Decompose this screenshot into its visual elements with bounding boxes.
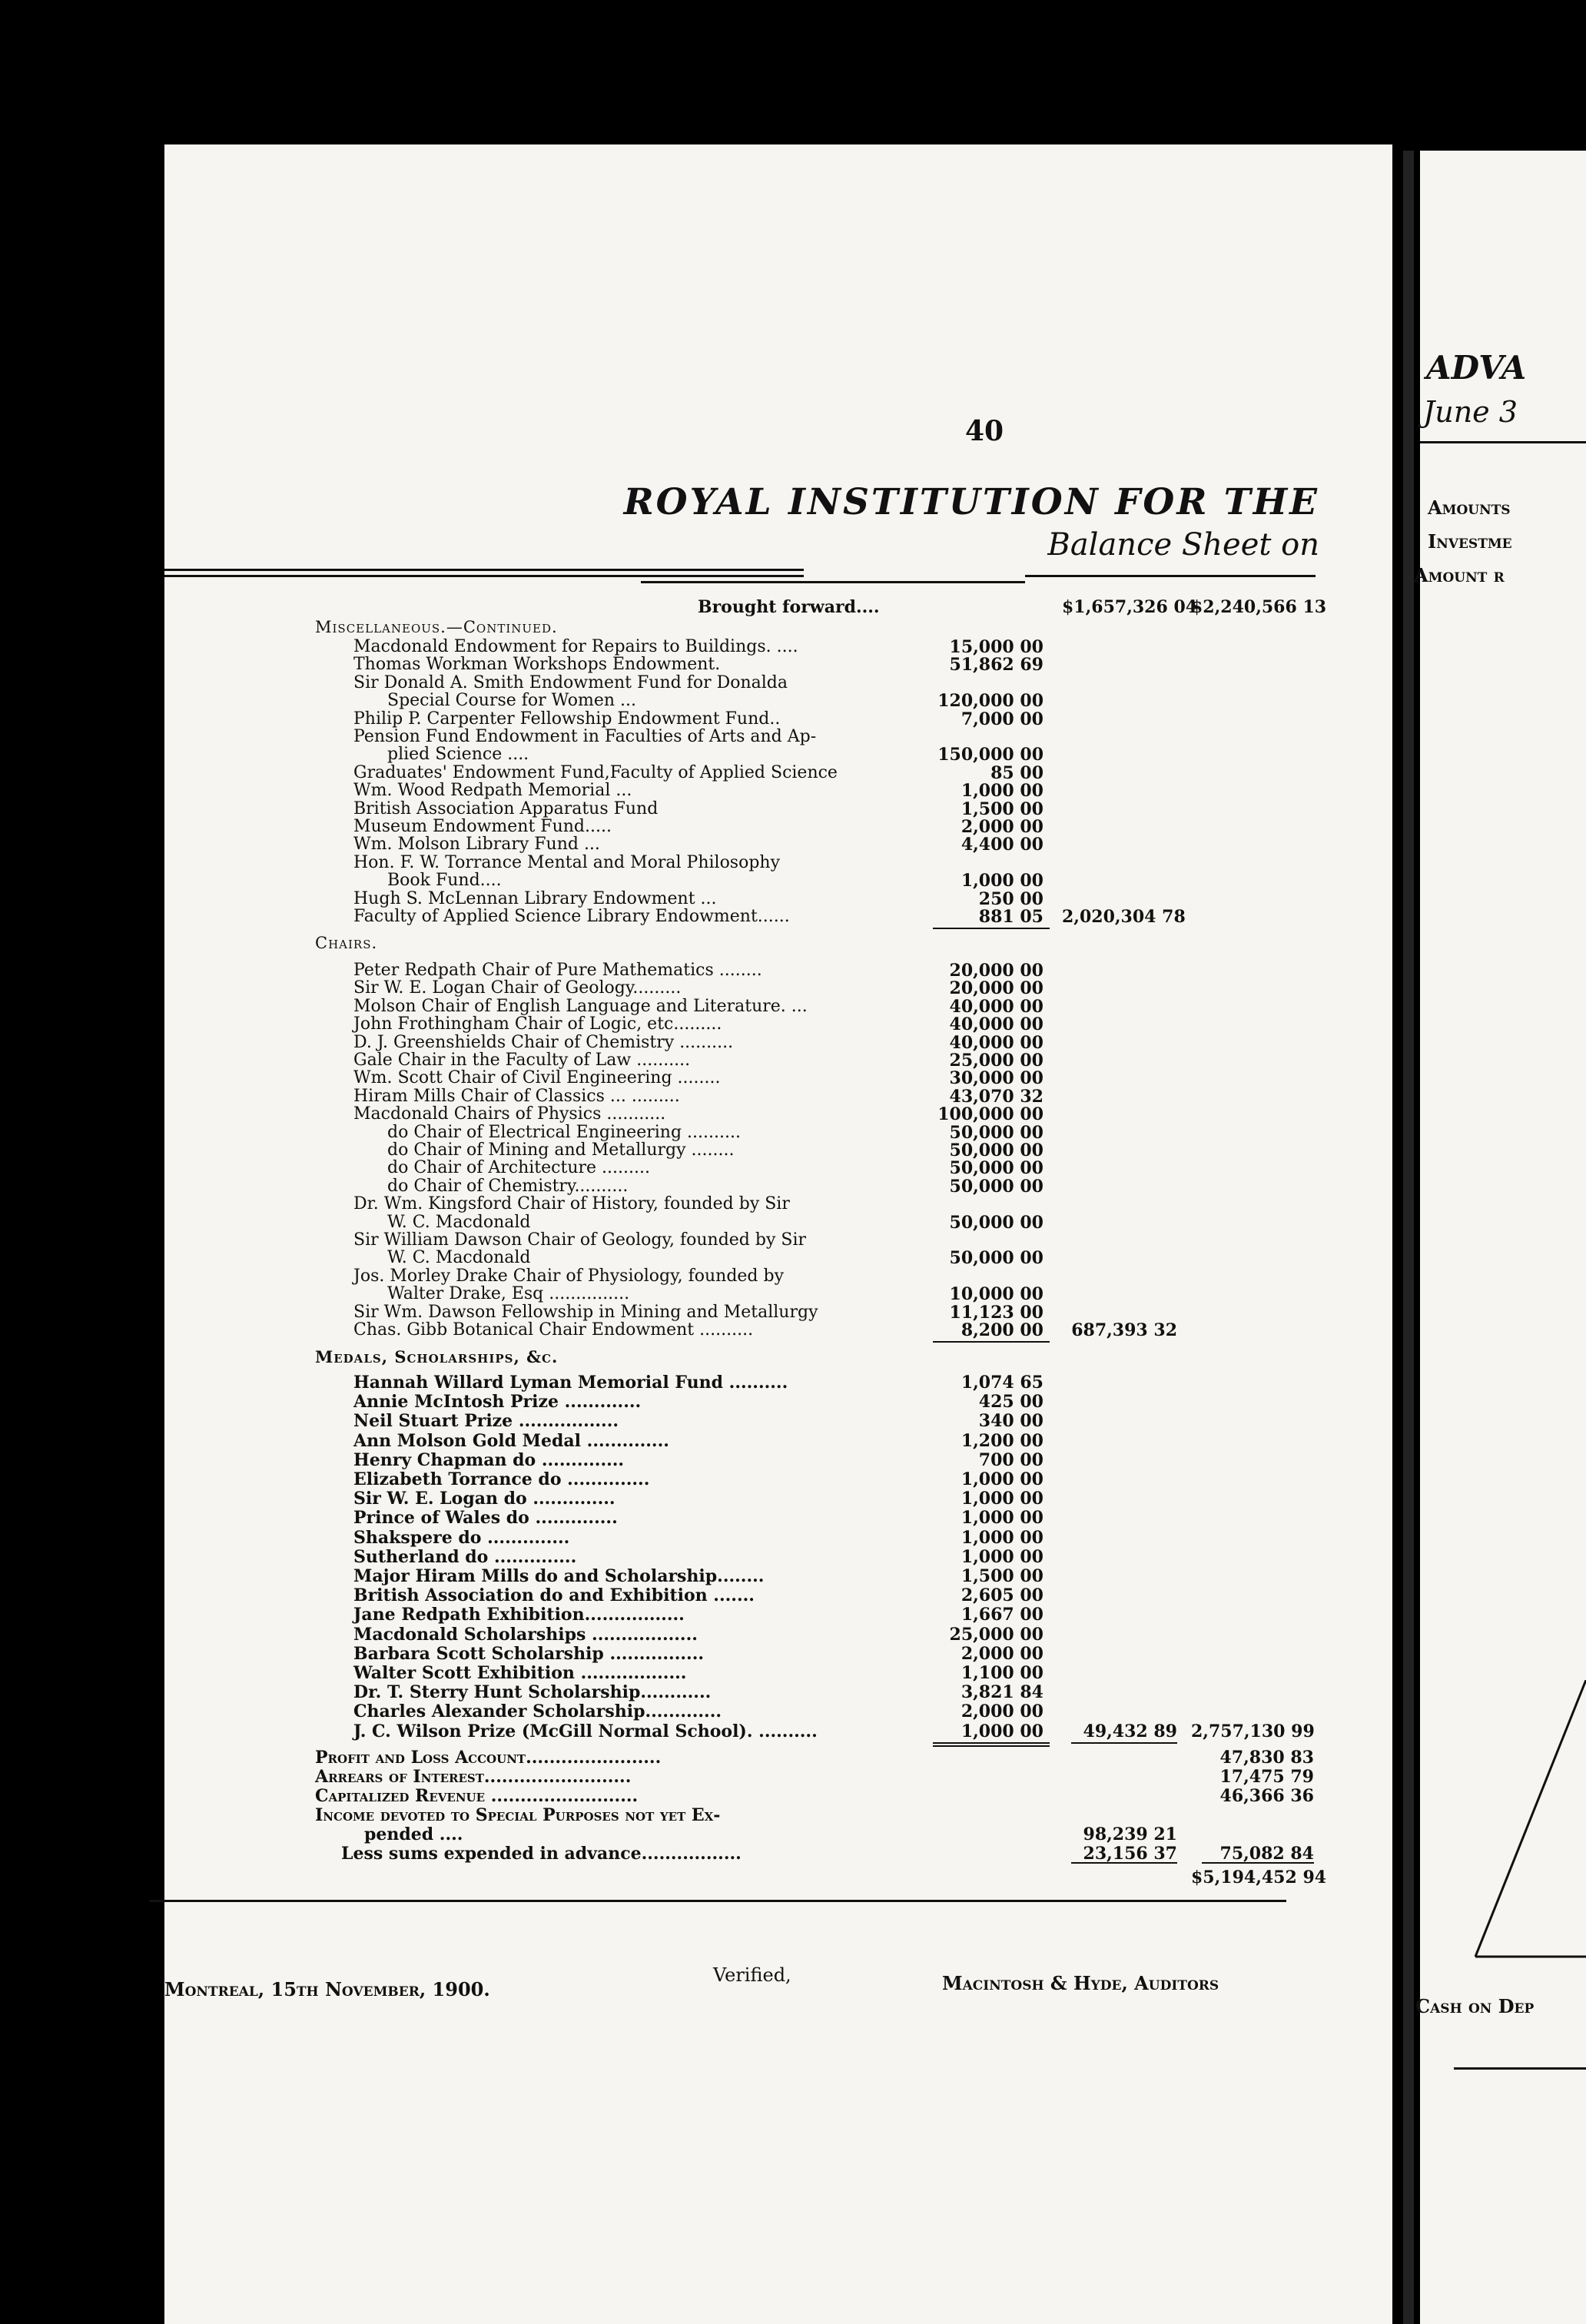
header-rule	[164, 575, 804, 577]
bottom-item	[164, 1787, 1392, 1805]
chair-item-amount: 40,000 00	[949, 1014, 1044, 1035]
subtotal-underline	[1071, 1862, 1177, 1864]
chair-item-label: Chas. Gibb Botanical Chair Endowment ..........	[353, 1320, 754, 1340]
header-rule	[1025, 575, 1316, 577]
chair-item	[164, 1069, 1392, 1087]
right-page-rule	[1454, 2067, 1586, 2070]
misc-item	[164, 656, 1392, 674]
chair-item-label: Jos. Morley Drake Chair of Physiology, founded by	[353, 1266, 785, 1286]
medal-item-amount: 700 00	[978, 1449, 1044, 1470]
medal-item-amount: 2,000 00	[961, 1702, 1044, 1722]
misc-item-label: Special Course for Women ...	[387, 691, 637, 711]
chair-item-label: Hiram Mills Chair of Classics ... .........	[353, 1086, 680, 1106]
medal-item-amount: 1,000 00	[961, 1469, 1044, 1489]
right-page-rule	[1420, 441, 1586, 443]
medal-item-amount: 25,000 00	[949, 1624, 1044, 1645]
chair-item	[164, 1051, 1392, 1070]
bottom-item	[164, 1748, 1392, 1767]
grand-total-total: $5,194,452 94	[1191, 1867, 1327, 1887]
misc-item-label: British Association Apparatus Fund	[353, 798, 659, 818]
misc-item-amount: 15,000 00	[949, 637, 1044, 657]
subtotal-underline	[1202, 1862, 1314, 1864]
bottom-item-label: Income devoted to Special Purposes not yet Ex-	[315, 1804, 721, 1825]
brought-forward-label: Brought forward....	[698, 597, 880, 617]
chair-item-label: John Frothingham Chair of Logic, etc.........	[353, 1014, 722, 1034]
misc-total-subtotal: 2,020,304 78	[1062, 907, 1186, 927]
bottom-item-subtotal: 23,156 37	[1083, 1843, 1177, 1864]
chair-item	[164, 1015, 1392, 1034]
right-page-title: ADVA	[1426, 349, 1527, 387]
misc-item-amount: 250 00	[978, 888, 1044, 909]
left-page	[164, 144, 1392, 2324]
medal-item-amount: 3,821 84	[961, 1682, 1044, 1703]
medal-item-amount: 1,000 00	[961, 1508, 1044, 1529]
medal-item	[164, 1625, 1392, 1644]
bottom-item	[164, 1825, 1392, 1844]
misc-item	[164, 835, 1392, 854]
misc-item-label: Macdonald Endowment for Repairs to Buildings. ....	[353, 637, 798, 656]
medal-item	[164, 1548, 1392, 1566]
chair-item-amount: 10,000 00	[949, 1284, 1044, 1305]
medal-item-label: Annie McIntosh Prize .............	[353, 1392, 642, 1413]
chair-item-label: do Chair of Electrical Engineering ..........	[387, 1122, 741, 1142]
misc-item-amount: 4,400 00	[961, 835, 1044, 855]
medal-item	[164, 1702, 1392, 1721]
misc-total	[164, 908, 1392, 926]
medal-item-amount: 1,500 00	[961, 1566, 1044, 1586]
medal-item-amount: 1,667 00	[961, 1605, 1044, 1625]
chair-item-label: Gale Chair in the Faculty of Law ..........	[353, 1051, 691, 1070]
footer-rule	[149, 1900, 1286, 1902]
misc-item	[164, 872, 1392, 890]
chair-item-amount: 50,000 00	[949, 1122, 1044, 1143]
misc-item-label: Hugh S. McLennan Library Endowment ...	[353, 888, 717, 908]
bottom-item-label: Capitalized Revenue .........................	[315, 1785, 639, 1806]
medals-underline	[933, 1745, 1050, 1747]
medal-item-label: Barbara Scott Scholarship ................	[353, 1643, 705, 1664]
chair-item-amount: 30,000 00	[949, 1068, 1044, 1089]
medal-item-label: Henry Chapman do ..............	[353, 1449, 625, 1470]
medal-item	[164, 1683, 1392, 1702]
medal-item-label: Walter Scott Exhibition ..................	[353, 1663, 687, 1683]
right-page-line: Investme	[1428, 530, 1512, 553]
misc-item-label: Wm. Molson Library Fund ...	[353, 835, 600, 855]
chair-item-amount: 50,000 00	[949, 1176, 1044, 1197]
bottom-item-label: Profit and Loss Account.......................	[315, 1747, 662, 1768]
chair-item	[164, 1267, 1392, 1286]
medals-total	[164, 1722, 1392, 1741]
chair-item	[164, 1087, 1392, 1106]
chair-item-amount: 25,000 00	[949, 1051, 1044, 1071]
section-header-miscellaneous: Miscellaneous.—Continued.	[315, 618, 558, 636]
medal-item	[164, 1373, 1392, 1392]
medal-item-amount: 2,605 00	[961, 1585, 1044, 1606]
medal-item	[164, 1470, 1392, 1489]
medal-item	[164, 1393, 1392, 1411]
medal-item	[164, 1567, 1392, 1585]
page-gutter	[1403, 151, 1414, 2324]
chair-item	[164, 1034, 1392, 1052]
misc-item-amount: 85 00	[990, 762, 1044, 783]
chairs-underline	[933, 1341, 1050, 1343]
chair-item	[164, 1159, 1392, 1177]
chair-item	[164, 1124, 1392, 1142]
misc-item	[164, 764, 1392, 782]
chair-item-label: Molson Chair of English Language and Literature. ...	[353, 996, 808, 1016]
medal-item-label: Sutherland do ..............	[353, 1546, 577, 1567]
page-number: 40	[965, 415, 1004, 447]
brought-forward-col2: $1,657,326 04	[1062, 597, 1198, 617]
medal-item	[164, 1586, 1392, 1605]
chair-item-label: Peter Redpath Chair of Pure Mathematics ........	[353, 961, 762, 980]
footer-verified: Verified,	[713, 1964, 791, 1986]
chair-item-amount: 20,000 00	[949, 961, 1044, 981]
misc-item	[164, 890, 1392, 908]
misc-item-label: Hon. F. W. Torrance Mental and Moral Philosophy	[353, 852, 781, 872]
chair-item-label: Sir W. E. Logan Chair of Geology.........	[353, 978, 682, 998]
medal-item-amount: 1,100 00	[961, 1663, 1044, 1683]
chair-item-label: Dr. Wm. Kingsford Chair of History, founded by Sir	[353, 1194, 790, 1214]
misc-item-amount: 1,000 00	[961, 871, 1044, 891]
misc-item	[164, 818, 1392, 836]
medal-item-label: Dr. T. Sterry Hunt Scholarship............	[353, 1682, 712, 1703]
medal-item-amount: 425 00	[978, 1392, 1044, 1413]
chair-item-amount: 50,000 00	[949, 1248, 1044, 1269]
grand-total	[164, 1868, 1392, 1887]
medal-item	[164, 1509, 1392, 1527]
misc-underline	[933, 928, 1050, 929]
misc-item	[164, 710, 1392, 729]
chair-item-label: do Chair of Chemistry..........	[387, 1176, 629, 1196]
medal-item	[164, 1605, 1392, 1624]
chair-item-label: Wm. Scott Chair of Civil Engineering ........	[353, 1068, 721, 1088]
bottom-item	[164, 1844, 1392, 1863]
misc-item-label: Sir Donald A. Smith Endowment Fund for Donalda	[353, 672, 788, 692]
footer-place-date: Montreal, 15th November, 1900.	[164, 1978, 490, 2000]
chair-item	[164, 1285, 1392, 1303]
misc-item-label: Graduates' Endowment Fund,Faculty of Applied Science	[353, 762, 838, 782]
medals-total-subtotal: 49,432 89	[1083, 1721, 1177, 1741]
chair-item-amount: 50,000 00	[949, 1140, 1044, 1160]
brought-forward-row	[164, 598, 1392, 616]
medal-item	[164, 1645, 1392, 1663]
misc-item	[164, 745, 1392, 764]
medal-item-label: Neil Stuart Prize .................	[353, 1411, 619, 1432]
section-header-chairs: Chairs.	[315, 934, 378, 952]
medals-total-total: 2,757,130 99	[1191, 1721, 1315, 1741]
chair-item-amount: 40,000 00	[949, 996, 1044, 1017]
misc-item	[164, 638, 1392, 656]
chair-item-amount: 50,000 00	[949, 1212, 1044, 1233]
medal-item	[164, 1412, 1392, 1430]
bottom-item-total: 47,830 83	[1219, 1747, 1314, 1768]
right-page	[1414, 151, 1586, 2324]
medal-item-amount: 1,000 00	[961, 1527, 1044, 1548]
document-subtitle: Balance Sheet on	[1047, 527, 1319, 563]
misc-item-label: Book Fund....	[387, 871, 502, 891]
chair-item	[164, 1195, 1392, 1213]
chair-item-label: Macdonald Chairs of Physics ...........	[353, 1104, 666, 1124]
medal-item-amount: 1,074 65	[961, 1373, 1044, 1393]
chair-item	[164, 1303, 1392, 1322]
chair-item-label: do Chair of Architecture .........	[387, 1158, 650, 1178]
medal-item-label: J. C. Wilson Prize (McGill Normal School). ..........	[353, 1721, 818, 1741]
misc-item-label: Philip P. Carpenter Fellowship Endowment Fund..	[353, 709, 781, 729]
chair-item	[164, 1177, 1392, 1196]
section-header-medals: Medals, Scholarships, &c.	[315, 1347, 559, 1366]
medal-item-label: Shakspere do ..............	[353, 1527, 570, 1548]
medal-item-label: Prince of Wales do ..............	[353, 1508, 618, 1529]
chair-item-amount: 50,000 00	[949, 1158, 1044, 1179]
chair-item	[164, 1213, 1392, 1232]
bottom-item-total: 46,366 36	[1219, 1785, 1314, 1806]
medal-item-amount: 2,000 00	[961, 1643, 1044, 1664]
chair-item-label: D. J. Greenshields Chair of Chemistry ..........	[353, 1032, 734, 1052]
medal-item	[164, 1432, 1392, 1450]
misc-item-amount: 1,500 00	[961, 798, 1044, 819]
medals-underline	[933, 1742, 1050, 1744]
misc-item	[164, 692, 1392, 710]
medal-item	[164, 1529, 1392, 1547]
right-page-bottom-line: Cash on Dep	[1415, 1995, 1535, 2017]
right-page-bracket-lines	[1420, 1680, 1586, 2003]
misc-item	[164, 728, 1392, 746]
medal-item	[164, 1489, 1392, 1508]
misc-item-label: Faculty of Applied Science Library Endowment......	[353, 907, 790, 926]
header-rule	[164, 569, 804, 571]
misc-item-label: Museum Endowment Fund.....	[353, 817, 612, 836]
chair-item-label: W. C. Macdonald	[387, 1212, 531, 1232]
misc-item-amount: 150,000 00	[937, 745, 1044, 765]
misc-item-label: plied Science ....	[387, 745, 529, 765]
misc-item-amount: 51,862 69	[949, 655, 1044, 676]
medal-item-label: Jane Redpath Exhibition.................	[353, 1605, 685, 1625]
chair-item	[164, 998, 1392, 1016]
chair-item-label: Walter Drake, Esq ...............	[387, 1284, 630, 1304]
misc-item	[164, 782, 1392, 800]
misc-item-amount: 2,000 00	[961, 817, 1044, 837]
medal-item-label: Hannah Willard Lyman Memorial Fund ..........	[353, 1373, 788, 1393]
chair-item-label: W. C. Macdonald	[387, 1248, 531, 1268]
chair-item-amount: 43,070 32	[949, 1086, 1044, 1107]
medal-item-label: Major Hiram Mills do and Scholarship........	[353, 1566, 765, 1586]
misc-item-amount: 120,000 00	[937, 691, 1044, 712]
medal-item-label: Macdonald Scholarships ..................	[353, 1624, 698, 1645]
misc-item-label: Pension Fund Endowment in Faculties of Arts and Ap-	[353, 727, 817, 746]
misc-item-amount: 1,000 00	[961, 781, 1044, 802]
medal-item-amount: 1,000 00	[961, 1489, 1044, 1509]
chair-item-amount: 20,000 00	[949, 978, 1044, 999]
chair-item	[164, 961, 1392, 980]
chair-item-label: do Chair of Mining and Metallurgy ........	[387, 1140, 735, 1160]
misc-item-label: Wm. Wood Redpath Memorial ...	[353, 781, 632, 801]
chair-item	[164, 1105, 1392, 1124]
medal-item-label: Elizabeth Torrance do ..............	[353, 1469, 650, 1489]
chair-item-amount: 11,123 00	[949, 1302, 1044, 1323]
medal-item-label: Charles Alexander Scholarship.............	[353, 1702, 722, 1722]
right-page-subtitle: June 3	[1423, 395, 1518, 429]
bottom-item-total: 17,475 79	[1219, 1766, 1314, 1787]
chair-item	[164, 1249, 1392, 1267]
bottom-item-subtotal: 98,239 21	[1083, 1824, 1177, 1844]
chair-item-amount: 8,200 00	[961, 1320, 1044, 1340]
bottom-item-label: Arrears of Interest.........................	[315, 1766, 632, 1787]
medal-item-amount: 1,000 00	[961, 1546, 1044, 1567]
misc-item-amount: 881 05	[978, 907, 1044, 927]
medals-sub-underline	[1071, 1742, 1177, 1744]
chair-item-amount: 100,000 00	[937, 1104, 1044, 1125]
medal-item	[164, 1664, 1392, 1682]
chair-item-amount: 40,000 00	[949, 1032, 1044, 1053]
misc-item	[164, 854, 1392, 872]
chairs-total-subtotal: 687,393 32	[1071, 1320, 1177, 1340]
chair-item-label: Sir William Dawson Chair of Geology, founded by Sir	[353, 1230, 807, 1250]
chair-item	[164, 1141, 1392, 1160]
medal-item-amount: 1,000 00	[961, 1721, 1044, 1741]
misc-item	[164, 800, 1392, 818]
header-rule	[641, 581, 1025, 583]
footer-auditors: Macintosh & Hyde, Auditors	[942, 1972, 1219, 1994]
bottom-item-total: 75,082 84	[1219, 1843, 1314, 1864]
misc-item-amount: 7,000 00	[961, 709, 1044, 729]
medal-item-label: British Association do and Exhibition .......	[353, 1585, 755, 1606]
misc-item-label: Thomas Workman Workshops Endowment.	[353, 655, 721, 675]
right-page-line: Amount r	[1414, 564, 1505, 586]
document-title: ROYAL INSTITUTION FOR THE	[623, 481, 1319, 523]
bottom-item-label: Less sums expended in advance.................	[341, 1843, 742, 1864]
medal-item-amount: 1,200 00	[961, 1430, 1044, 1451]
medal-item-label: Sir W. E. Logan do ..............	[353, 1489, 615, 1509]
brought-forward-col3: $2,240,566 13	[1191, 597, 1327, 617]
right-page-line: Amounts	[1428, 496, 1511, 519]
bottom-item-label: pended ....	[364, 1824, 463, 1844]
chair-item	[164, 1231, 1392, 1250]
medal-item-label: Ann Molson Gold Medal ..............	[353, 1430, 669, 1451]
medal-item	[164, 1451, 1392, 1469]
bottom-item	[164, 1768, 1392, 1786]
chairs-total	[164, 1321, 1392, 1340]
chair-item	[164, 979, 1392, 998]
misc-item	[164, 674, 1392, 692]
chair-item-label: Sir Wm. Dawson Fellowship in Mining and Metallurgy	[353, 1302, 818, 1322]
bottom-item	[164, 1806, 1392, 1824]
medal-item-amount: 340 00	[978, 1411, 1044, 1432]
